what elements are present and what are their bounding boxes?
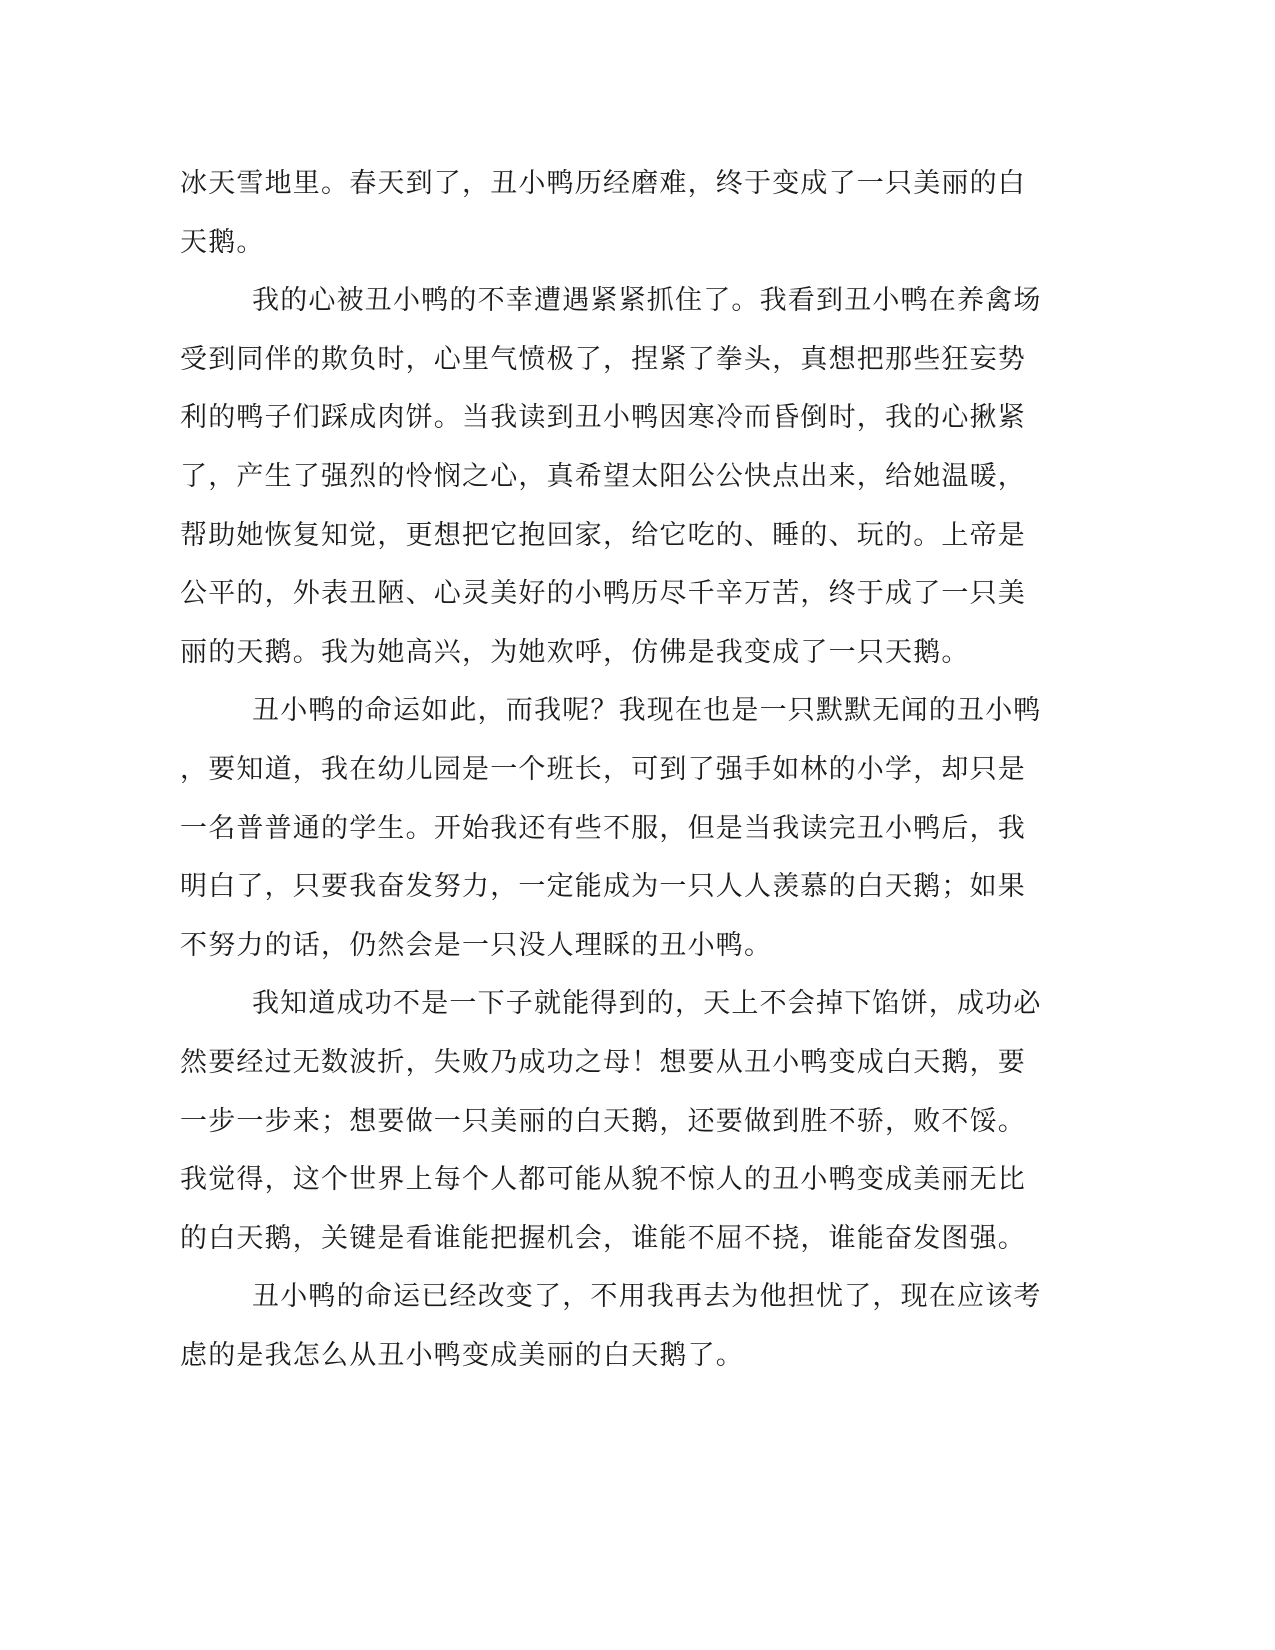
text-line: 然要经过无数波折，失败乃成功之母！想要从丑小鸭变成白天鹅，要 bbox=[180, 1046, 1026, 1078]
paragraph-first-line: 我的心被丑小鸭的不幸遭遇紧紧抓住了。我看到丑小鸭在养禽场 bbox=[252, 285, 1042, 317]
text-line: 明白了，只要我奋发努力，一定能成为一只人人羡慕的白天鹅；如果 bbox=[180, 871, 1026, 903]
text-line: 一名普普通的学生。开始我还有些不服，但是当我读完丑小鸭后，我 bbox=[180, 812, 1026, 844]
text-line: 丽的天鹅。我为她高兴，为她欢呼，仿佛是我变成了一只天鹅。 bbox=[180, 636, 970, 668]
paragraph-first-line: 我知道成功不是一下子就能得到的，天上不会掉下馅饼，成功必 bbox=[252, 988, 1042, 1020]
text-line: 帮助她恢复知觉，更想把它抱回家，给它吃的、睡的、玩的。上帝是 bbox=[180, 519, 1026, 551]
text-line: 虑的是我怎么从丑小鸭变成美丽的白天鹅了。 bbox=[180, 1339, 744, 1371]
text-line: 我觉得，这个世界上每个人都可能从貌不惊人的丑小鸭变成美丽无比 bbox=[180, 1164, 1026, 1196]
text-line: ，要知道，我在幼儿园是一个班长，可到了强手如林的小学，却只是 bbox=[180, 753, 1026, 785]
text-line: 一步一步来；想要做一只美丽的白天鹅，还要做到胜不骄，败不馁。 bbox=[180, 1105, 1026, 1137]
text-line: 了，产生了强烈的怜悯之心，真希望太阳公公快点出来，给她温暖， bbox=[180, 460, 1026, 492]
text-line: 的白天鹅，关键是看谁能把握机会，谁能不屈不挠，谁能奋发图强。 bbox=[180, 1222, 1026, 1254]
text-line: 公平的，外表丑陋、心灵美好的小鸭历尽千辛万苦，终于成了一只美 bbox=[180, 578, 1026, 610]
text-line: 冰天雪地里。春天到了，丑小鸭历经磨难，终于变成了一只美丽的白 bbox=[180, 168, 1026, 199]
text-line: 不努力的话，仍然会是一只没人理睬的丑小鸭。 bbox=[180, 929, 773, 961]
text-line: 利的鸭子们踩成肉饼。当我读到丑小鸭因寒冷而昏倒时，我的心揪紧 bbox=[180, 402, 1026, 434]
text-line: 天鹅。 bbox=[180, 226, 265, 258]
paragraph-first-line: 丑小鸭的命运如此，而我呢？我现在也是一只默默无闻的丑小鸭 bbox=[252, 695, 1042, 727]
paragraph-first-line: 丑小鸭的命运已经改变了，不用我再去为他担忧了，现在应该考 bbox=[252, 1281, 1042, 1313]
essay-body bbox=[180, 155, 1040, 1385]
text-line: 受到同伴的欺负时，心里气愤极了，捏紧了拳头，真想把那些狂妄势 bbox=[180, 343, 1026, 375]
